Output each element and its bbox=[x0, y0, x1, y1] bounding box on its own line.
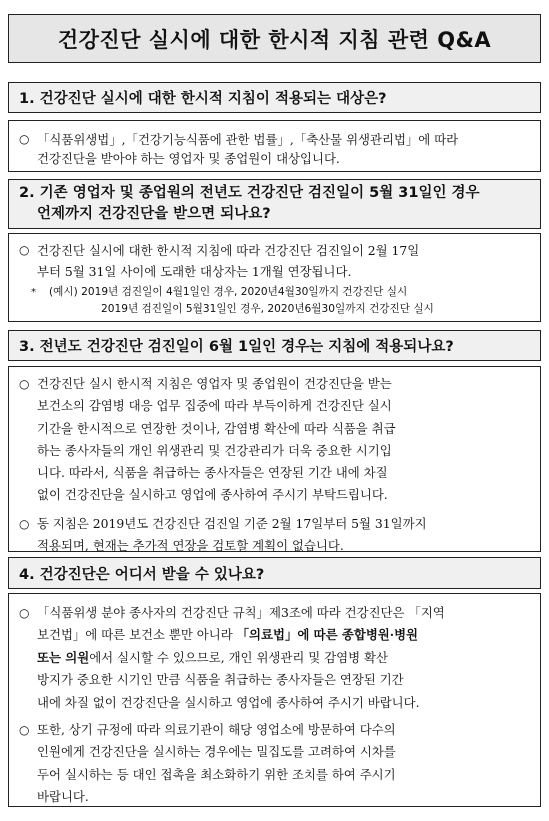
asterisk-mark: * bbox=[31, 287, 36, 298]
question-1 bbox=[8, 82, 541, 113]
bullet-icon: ○ bbox=[19, 606, 30, 620]
answer-line: 「식품위생법」,「건강기능식품에 관한 법률」,「축산물 위생관리법」에 따라 bbox=[37, 132, 459, 147]
note-line: 2019년 검진일이 5월31일인 경우, 2020년6월30일까지 건강진단 실시 bbox=[101, 303, 434, 315]
bullet-icon: ○ bbox=[19, 516, 30, 531]
question-2-line: 언제까지 건강진단을 받으면 되나요? bbox=[37, 206, 271, 222]
answer-line: 니다. 따라서, 식품을 취급하는 종사자들은 연장된 기간 내에 차질 bbox=[37, 465, 388, 481]
answer-4 bbox=[8, 593, 541, 807]
answer-line: 기간을 한시적으로 연장한 것이나, 감염병 확산에 따라 식품을 취급 bbox=[37, 420, 396, 436]
answer-3-item-2 bbox=[9, 513, 540, 558]
answer-line: 또한, 상기 규정에 따라 의료기관이 해당 영업소에 방문하여 다수의 bbox=[37, 722, 396, 738]
bullet-icon: ○ bbox=[19, 377, 30, 391]
answer-line: 부터 5월 31일 사이에 도래한 대상자는 1개월 연장됩니다. bbox=[37, 264, 352, 279]
question-2 bbox=[8, 179, 541, 229]
medical-law-emphasis: 「의료법」에 따른 종합병원·병원 bbox=[236, 627, 419, 643]
page-title: 건강진단 실시에 대한 한시적 지침 관련 Q&A bbox=[57, 27, 492, 52]
answer-2-item bbox=[9, 240, 540, 282]
question-4 bbox=[8, 557, 541, 589]
answer-line bbox=[37, 624, 530, 646]
answer-line: 바랍니다. bbox=[37, 789, 89, 805]
answer-line: 하는 종사자들의 개인 위생관리 및 건강관리가 더욱 중요한 시기입 bbox=[37, 442, 392, 458]
answer-4-item-2 bbox=[9, 719, 540, 809]
answer-2 bbox=[8, 233, 541, 322]
answer-line: 건강진단을 받아야 하는 영업자 및 종업원이 대상입니다. bbox=[37, 151, 340, 166]
answer-text: 에서 실시할 수 있으므로, 개인 위생관리 및 감염병 확산 bbox=[89, 649, 388, 665]
bullet-icon: ○ bbox=[19, 723, 30, 738]
title-banner bbox=[8, 14, 541, 63]
question-2-line: 2. 기존 영업자 및 종업원의 전년도 건강진단 검진일이 5월 31일인 경우 bbox=[19, 185, 480, 201]
answer-line: 두어 실시하는 등 대인 접촉을 최소화하기 위한 조치를 하여 주시기 bbox=[37, 766, 396, 782]
answer-line: 보건소의 감염병 대응 업무 집중에 따라 부득이하게 건강진단 실시 bbox=[37, 398, 392, 414]
answer-line: 건강진단 실시에 대한 한시적 지침에 따라 건강진단 검진일이 2월 17일 bbox=[37, 243, 420, 258]
answer-1 bbox=[8, 120, 541, 172]
answer-text: 보건법」에 따른 보건소 뿐만 아니라 bbox=[37, 627, 237, 643]
example-note bbox=[9, 284, 540, 318]
answer-3 bbox=[8, 366, 541, 552]
answer-line: 인원에게 건강진단을 실시하는 경우에는 밀집도를 고려하여 시차를 bbox=[37, 744, 396, 760]
answer-line: 방지가 중요한 시기인 만큼 식품을 취급하는 종사자들은 연장된 기간 bbox=[37, 672, 404, 688]
clinic-emphasis: 또는 의원 bbox=[37, 649, 90, 665]
answer-line: 없이 건강진단을 실시하고 영업에 종사하여 주시기 부탁드립니다. bbox=[37, 487, 388, 503]
answer-line: 내에 차질 없이 건강진단을 실시하고 영업에 종사하여 주시기 바랍니다. bbox=[37, 694, 420, 710]
answer-line: 적용되며, 현재는 추가적 연장을 검토할 계획이 없습니다. bbox=[37, 538, 344, 554]
answer-1-item bbox=[9, 130, 540, 168]
note-line: (예시) 2019년 검진일이 4월1일인 경우, 2020년4월30일까지 건강진단 실시 bbox=[49, 286, 408, 298]
answer-line: 건강진단 실시 한시적 지침은 영업자 및 종업원이 건강진단을 받는 bbox=[37, 376, 392, 391]
answer-line bbox=[37, 647, 530, 669]
question-3-text: 3. 전년도 건강진단 검진일이 6월 1일인 경우는 지침에 적용되나요? bbox=[19, 339, 454, 355]
bullet-icon: ○ bbox=[19, 243, 30, 257]
question-4-text: 4. 건강진단은 어디서 받을 수 있나요? bbox=[19, 566, 265, 583]
answer-3-item-1 bbox=[9, 373, 540, 507]
question-3 bbox=[8, 330, 541, 361]
answer-line: 「식품위생 분야 종사자의 건강진단 규칙」제3조에 따라 건강진단은 「지역 bbox=[37, 605, 445, 620]
bullet-icon: ○ bbox=[19, 132, 30, 146]
question-1-text: 1. 건강진단 실시에 대한 한시적 지침이 적용되는 대상은? bbox=[19, 91, 387, 107]
answer-line: 동 지침은 2019년도 건강진단 검진일 기준 2월 17일부터 5월 31일까지 bbox=[37, 515, 427, 531]
answer-4-item-1 bbox=[9, 602, 540, 714]
